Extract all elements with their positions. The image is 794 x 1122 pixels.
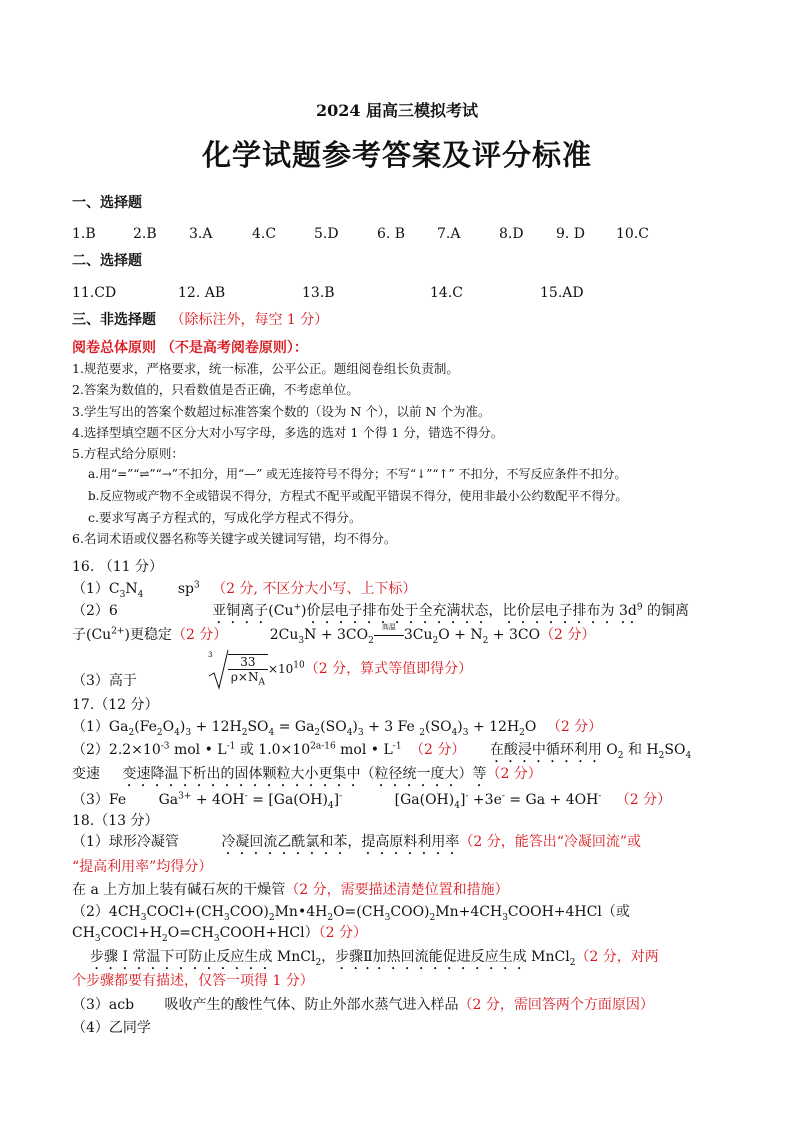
q17-part2-explain: 变速降温下析出的固体颗粒大小更集中（粒径统一度大）等 (122, 766, 487, 782)
q16-part2-cont: 子$(Cu^{2+})$更稳定（2 分） $2Cu_3N + 3CO_2$ 高温 $3Cu_2O + N_2 + 3CO(2$ 分） (72, 623, 596, 646)
q17-part1-label: （1） (72, 719, 109, 735)
answer-5: 5.D (314, 226, 339, 242)
principle-5: 5.方程式给分原则： (72, 446, 184, 461)
q16-part3: （3）高于 3 $\frac{33}{\rho\times N_A}$ $\times 10^{10}(2$ 分，算式等值即得分） (72, 648, 472, 690)
q16-part2: （2）6 亚铜离子(Cu+)价层电子排布处于全充满状态，比价层电子排布为 $3d^9$ 的铜离 (72, 602, 689, 619)
q16-part2-text-b: )价层电子排布处于全充满状态，比价层电子排布为 3d (301, 603, 637, 619)
q17-part3-score: （2 分） (615, 792, 672, 808)
q16-part2-text-c: 的铜离 (642, 603, 689, 619)
q18-part3 (72, 994, 654, 1014)
q18-part2-score: （2 分） (318, 925, 367, 941)
q18-part2-eq-alt: $CH_3COCl+H_2O=CH_3COOH+HCl)(2$ 分） (72, 925, 367, 944)
q16-part1: $(1)C_3N_4$ $sp^3$ （2 分, 不区分大小写、上下标） (72, 580, 417, 600)
principle-6: 6.名词术语或仪器名称等关键字或关键词写错，均不得分。 (72, 531, 397, 546)
answer-3: 3.A (189, 226, 213, 242)
q18-part1-label: （1）球形冷凝管 (72, 834, 179, 850)
svg-text:3: 3 (207, 651, 213, 659)
q18-heading: 18.（13 分） (72, 813, 159, 829)
answer-9: 9. D (556, 226, 586, 242)
q16-fraction-num: 33 (228, 655, 268, 670)
principle-3: 3.学生写出的答案个数超过标准答案个数的（设为 N 个），以前 N 个为准。 (72, 404, 491, 419)
q18-part3-label: （3）acb (72, 997, 135, 1013)
q18-part1-measure-note: （2 分，需要描述清楚位置和措施） (285, 882, 509, 898)
answer-14: 14.C (430, 285, 463, 301)
q17-part2-score: （2 分） (410, 742, 466, 758)
principle-1: 1.规范要求，严格要求，统一标准，公平公正。题组阅卷组长负责制。 (72, 361, 459, 376)
answer-4: 4.C (252, 226, 277, 242)
q17-part3: （3）Fe $Ga^{3+} + 4OH^- = [Ga(OH)_4]^-$ $[Ga(OH)_4]^- +3e^- = Ga + 4OH^-$ （2 分） (72, 791, 672, 811)
q18-part1 (72, 831, 641, 858)
section-heading-nonchoice (72, 309, 328, 329)
q18-part1-measure-text: 在 a 上方加上装有碱石灰的干燥管 (72, 882, 286, 898)
section-heading-choice-2: 二、选择题 (72, 253, 142, 269)
q17-part2-cycle: 在酸浸中循环利用 (489, 742, 602, 758)
answer-6: 6. B (377, 226, 406, 242)
principles-heading: 阅卷总体原则 （不是高考阅卷原则）： (72, 340, 308, 356)
answer-13: 13.B (302, 285, 335, 301)
principle-5c: c.要求写离子方程式的，写成化学方程式不得分。 (88, 510, 362, 525)
q18-part2-step-note: （2 分，对两 (575, 949, 659, 965)
answer-7: 7.A (437, 226, 461, 242)
page-title: 化学试题参考答案及评分标准 (201, 138, 592, 172)
q18-part1-note: （2 分，能答出“冷凝回流”或 (459, 834, 642, 850)
section-heading-nonchoice-label: 三、非选择题 (72, 312, 156, 328)
q17-part3-label: （3）Fe (72, 792, 127, 808)
q17-heading: 17.（12 分） (72, 697, 159, 713)
q17-part1-score: （2 分） (546, 719, 603, 735)
q17-part2-explain-score: （2 分） (486, 766, 542, 782)
q16-part3-label: （3）高于 (72, 673, 137, 689)
q17-part2: $(2)2.2\times 10^{-3}$ mol • $L^{-1}$ 或 $1.0\times 10^{2a-16}$ mol • $L^{-1}$ （2 分） 在酸浸中循环利用 $O_2$ 和 $H_2SO_4$ (72, 741, 692, 761)
q16-part3-note: （2 分，算式等值即得分） (304, 661, 473, 677)
q17-part2-cont (72, 763, 542, 790)
q16-part3-mult: ×10 (267, 662, 294, 676)
q18-part2-step-note-cont: 个步骤都要有描述，仅答一项得 1 分） (72, 973, 314, 989)
q16-part2-score: （2 分） (171, 627, 228, 643)
q17-part2-and: 和 (627, 742, 642, 758)
answer-2: 2.B (133, 226, 157, 242)
answer-1: 1.B (72, 226, 96, 242)
q16-part2-text-d: 子( (72, 627, 92, 643)
q18-part1-note-cont: “提高利用率”均得分） (72, 859, 213, 875)
q16-part2-text-a: 亚铜离子( (212, 603, 274, 619)
principle-2: 2.答案为数值的，只看数值是否正确，不考虑单位。 (72, 382, 359, 397)
exam-subtitle: 2024 届高三模拟考试 (315, 101, 479, 120)
answer-10: 10.C (616, 226, 649, 242)
q18-part4: （4）乙同学 (72, 1020, 151, 1036)
q16-part2-label: （2）6 (72, 603, 118, 619)
q16-eq-condition: 高温 (381, 623, 396, 631)
q18-part2-or: （或 (601, 904, 630, 920)
q18-part2-steps: 步骤 I 常温下可防止反应生成 MnCl$_2$，步骤Ⅱ加热回流能促进反应生成 MnCl$_2$（2 分，对两 (90, 949, 659, 968)
answer-8: 8.D (499, 226, 524, 242)
q16-part2-text-e: )更稳定 (124, 627, 172, 643)
q18-part2-step2: ，步骤Ⅱ加热回流能促进反应生成 (321, 949, 527, 965)
answer-15: 15.AD (540, 285, 584, 301)
principle-5a: a.用“=”“⇌”“→”不扣分，用“—” 或无连接符号不得分；不写“↓”“↑” 不扣分，不写反应条件不扣分。 (88, 467, 627, 481)
radical-sign-icon (206, 648, 230, 690)
answer-12: 12. AB (178, 285, 226, 301)
q16-part1-label: （1） (72, 581, 109, 597)
q16-eq-score: （2 分） (540, 627, 596, 643)
q18-part2-step1: 步骤 I 常温下可防止反应生成 (90, 949, 273, 965)
answer-11: 11.CD (72, 285, 117, 301)
q17-part2-speed: 变速 (72, 766, 100, 782)
q18-part2-eq: $(2)4CH_3COCl+(CH_3COO)_2Mn•4H_2O=(CH_3COO)_2Mn+4CH_3COOH+4HCl$（或 (72, 904, 630, 923)
section-heading-choice-1: 一、选择题 (72, 195, 142, 211)
q18-part1-measure (72, 879, 509, 899)
q18-part3-text: 吸收产生的酸性气体、防止外部水蒸气进入样品 (164, 997, 459, 1013)
q16-heading: 16. （11 分） (72, 559, 163, 575)
q16-fraction: $\frac{33}{\rho\times N_A}$ (228, 654, 268, 684)
q18-part1-reason: 冷凝回流乙酰氯和苯，提高原料利用率 (221, 834, 460, 850)
principle-4: 4.选择型填空题不区分大对小写字母，多选的选对 1 个得 1 分，错选不得分。 (72, 425, 504, 440)
principle-5b: b.反应物或产物不全或错误不得分，方程式不配平或配平错误不得分，使用非最小公约数配平不得分。 (88, 489, 628, 503)
scoring-note: （除标注外，每空 1 分） (170, 312, 329, 328)
q18-part2-label: （2） (72, 904, 109, 920)
q18-part3-note: （2 分，需回答两个方面原因） (458, 997, 654, 1013)
q17-part1: $(1)Ga_2(Fe_2O_4)_3 + 12H_2SO_4 = Ga_2(SO_4)_3 + 3$ Fe $_2(SO_4)_3 + 12H_2O$ （2 分） (72, 719, 603, 738)
q17-part2-label: （2） (72, 742, 109, 758)
q16-part1-note: （2 分, 不区分大小写、上下标） (212, 581, 417, 597)
